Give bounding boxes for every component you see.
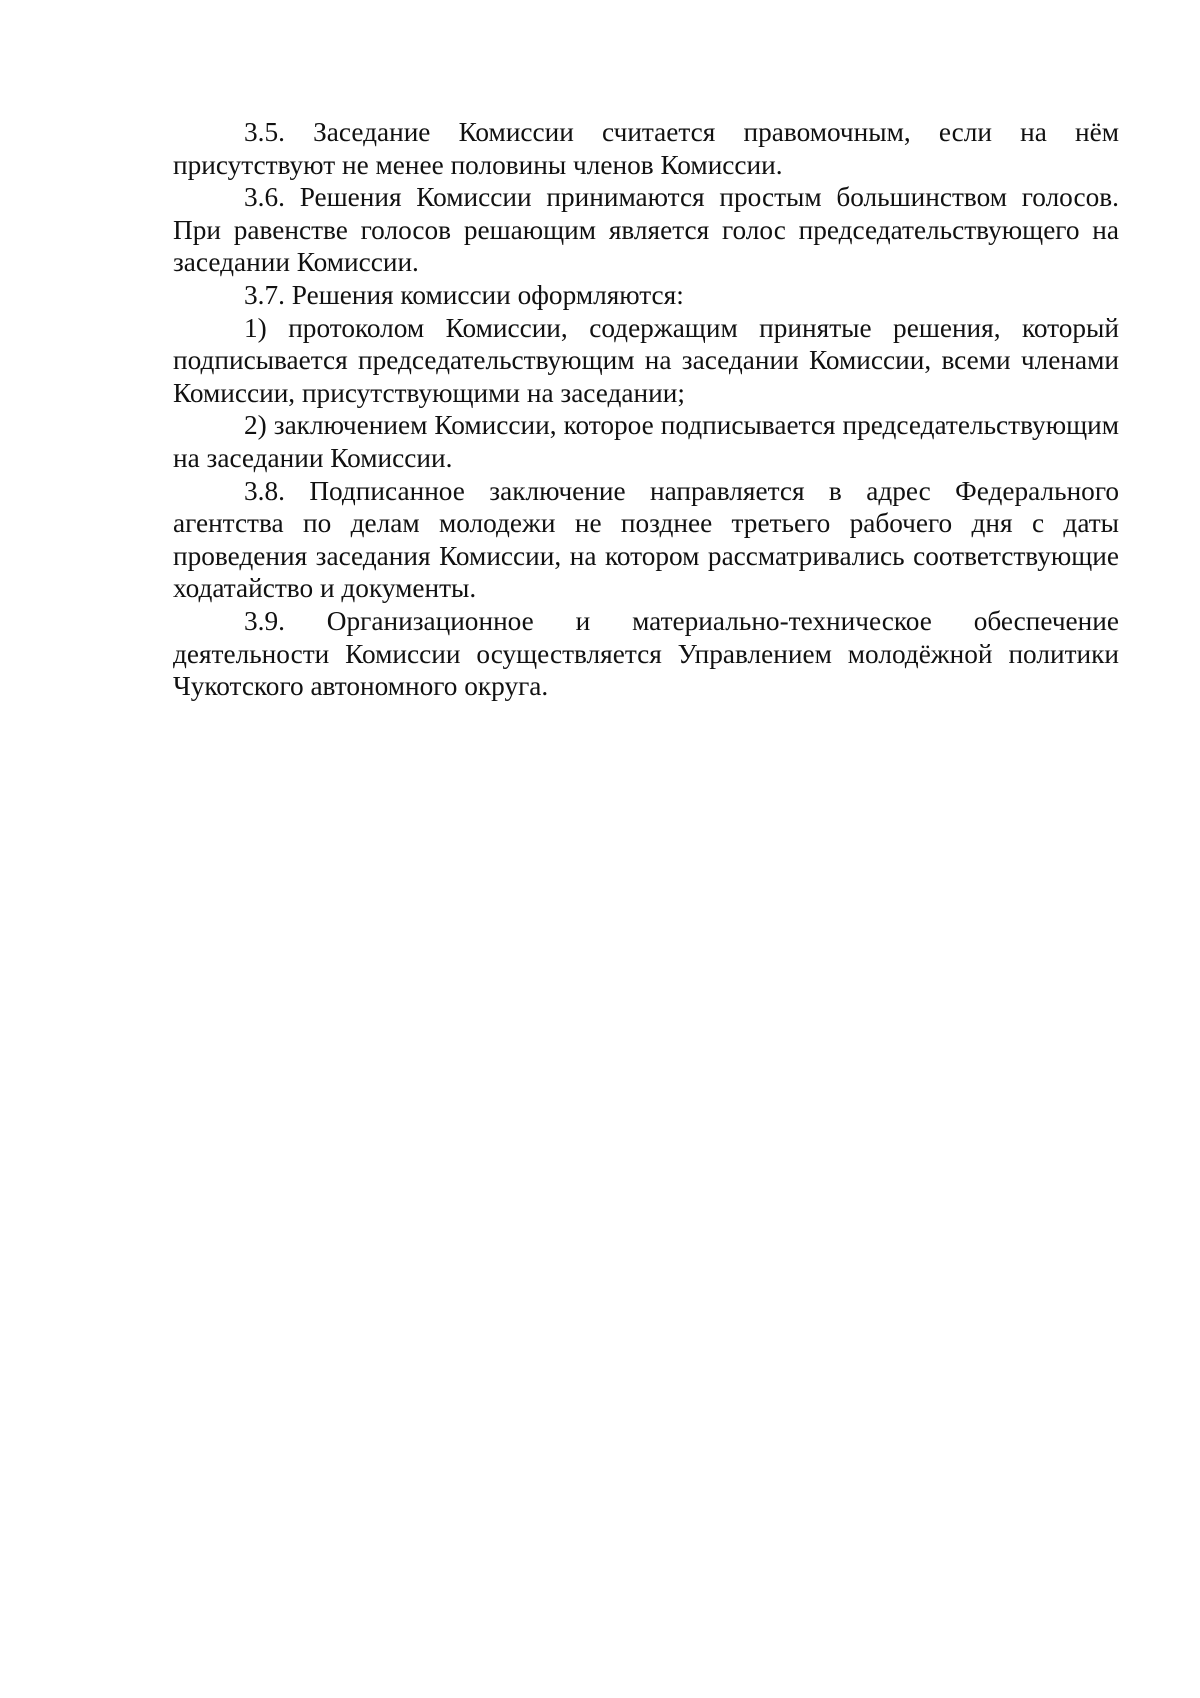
- paragraph-3-6: 3.6. Решения Комиссии принимаются простым большинством голосов. При равенстве голосов решающим является голос председательствующего на заседании Комиссии.: [173, 182, 1119, 278]
- paragraph-3-5: 3.5. Заседание Комиссии считается правомочным, если на нём присутствуют не менее половины членов Комиссии.: [173, 117, 1119, 180]
- document-body: [173, 116, 1119, 703]
- paragraph-3-7-item-1: 1) протоколом Комиссии, содержащим принятые решения, который подписывается председательствующим на заседании Комиссии, всеми членами Комиссии, присутствующими на заседании;: [173, 312, 1119, 408]
- paragraph-3-7-item-2: 2) заключением Комиссии, которое подписывается председательствующим на заседании Комиссии.: [173, 410, 1119, 473]
- paragraph-3-8: 3.8. Подписанное заключение направляется в адрес Федерального агентства по делам молодежи не позднее третьего рабочего дня с даты проведения заседания Комиссии, на котором рассматривались соответствующие ходатайство и документы.: [173, 475, 1119, 604]
- paragraph-3-7: 3.7. Решения комиссии оформляются:: [244, 279, 684, 310]
- paragraph-3-9: 3.9. Организационное и материально-техническое обеспечение деятельности Комиссии осуществляется Управлением молодёжной политики Чукотского автономного округа.: [173, 605, 1119, 702]
